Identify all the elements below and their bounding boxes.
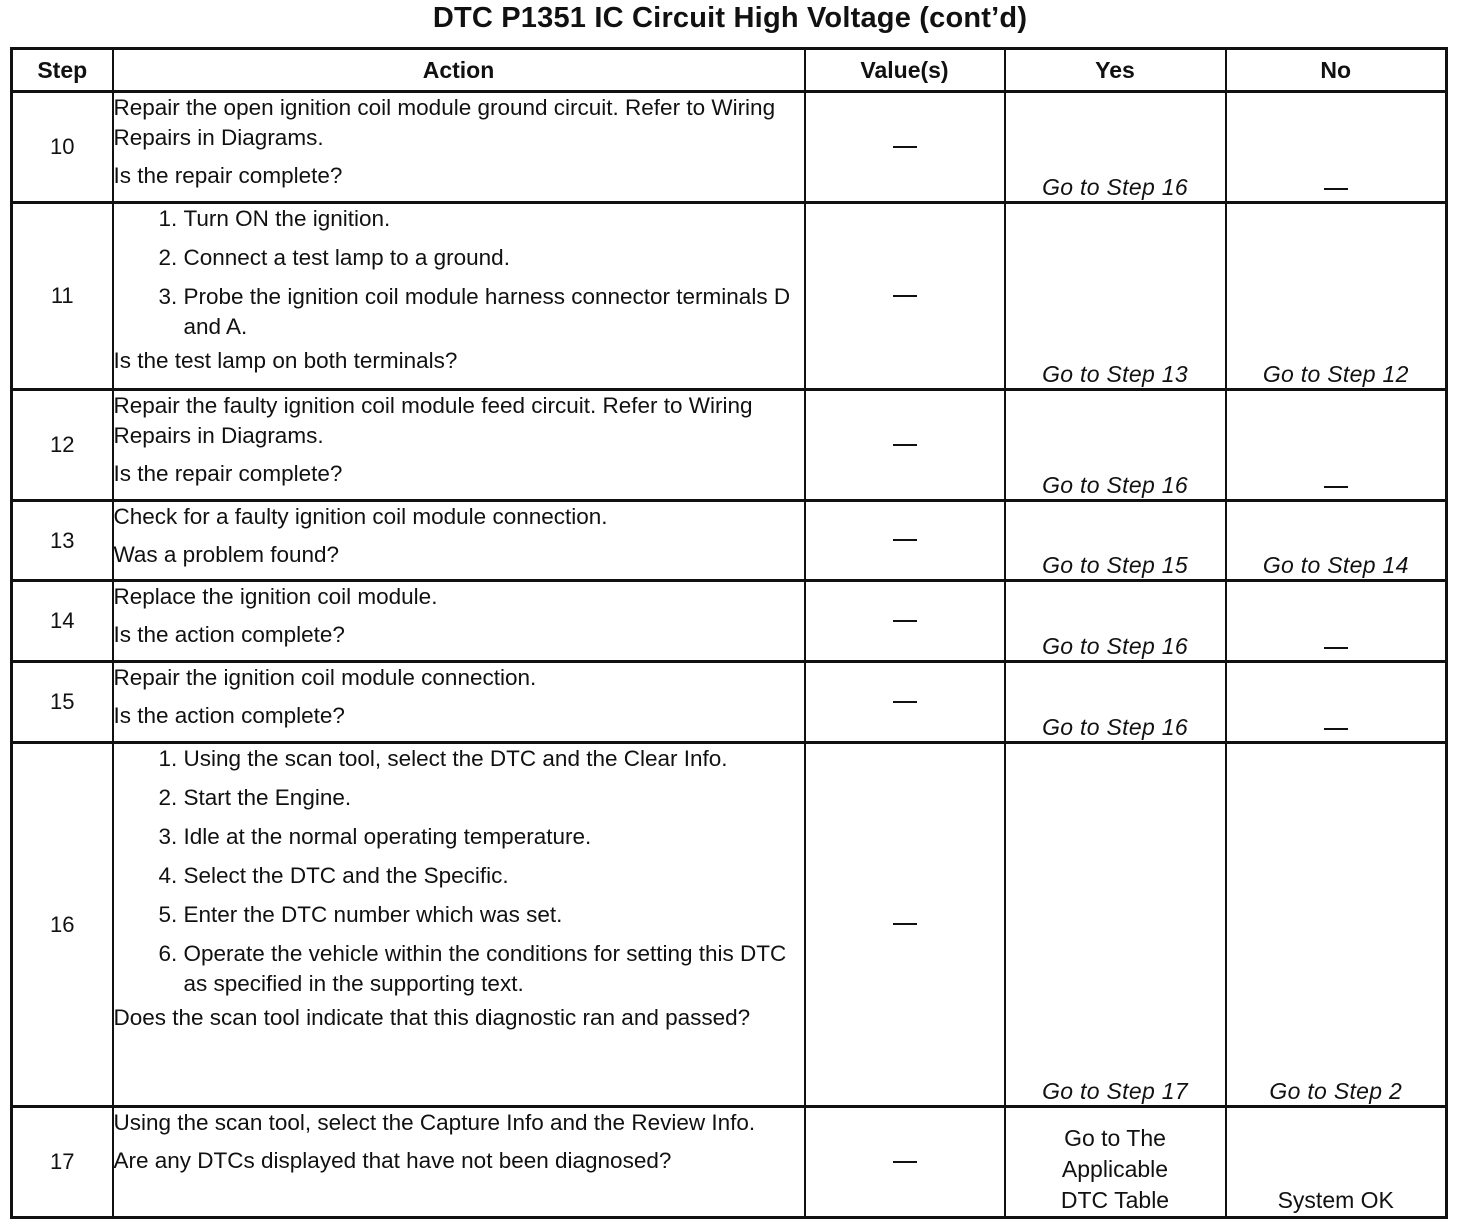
dash-icon <box>893 1161 917 1163</box>
step-number: 13 <box>12 501 113 581</box>
action-step-item: 3. Probe the ignition coil module harness connector terminals D and A. <box>184 282 804 342</box>
value-cell <box>805 203 1005 390</box>
table-row <box>12 1107 1447 1218</box>
col-header-values: Value(s) <box>805 49 1005 92</box>
step-number: 14 <box>12 581 113 662</box>
step-number: 12 <box>12 390 113 501</box>
action-step-item: 2. Start the Engine. <box>184 783 804 813</box>
col-header-yes: Yes <box>1005 49 1226 92</box>
action-text: Replace the ignition coil module. <box>113 584 438 609</box>
action-text: Using the scan tool, select the Capture Info and the Review Info. <box>113 1110 756 1135</box>
page-title: DTC P1351 IC Circuit High Voltage (cont’d) <box>432 2 1028 34</box>
action-question: Was a problem found? <box>113 542 340 567</box>
action-question: Is the action complete? <box>113 622 345 647</box>
action-cell <box>113 390 805 501</box>
dash-icon <box>1324 647 1348 649</box>
action-cell <box>113 581 805 662</box>
no-cell: Go to Step 2 <box>1226 743 1447 1107</box>
value-cell <box>805 92 1005 203</box>
col-header-no: No <box>1226 49 1447 92</box>
action-step-item: 2. Connect a test lamp to a ground. <box>184 243 804 273</box>
action-text: Check for a faulty ignition coil module connection. <box>113 504 608 529</box>
step-number: 11 <box>12 203 113 390</box>
value-cell <box>805 743 1005 1107</box>
yes-cell: Go to Step 17 <box>1005 743 1226 1107</box>
step-number: 17 <box>12 1107 113 1218</box>
yes-cell: Go to Step 13 <box>1005 203 1226 390</box>
value-cell <box>805 501 1005 581</box>
value-cell <box>805 1107 1005 1218</box>
action-steps <box>114 204 804 342</box>
yes-cell: Go to Step 16 <box>1005 662 1226 743</box>
action-step-item: 3. Idle at the normal operating temperature. <box>184 822 804 852</box>
step-number: 10 <box>12 92 113 203</box>
table-row <box>12 92 1447 203</box>
value-cell <box>805 390 1005 501</box>
action-text: Repair the faulty ignition coil module feed circuit. Refer to Wiring Repairs in Diagrams. <box>113 393 753 448</box>
table-row <box>12 581 1447 662</box>
action-cell <box>113 1107 805 1218</box>
dash-icon <box>893 539 917 541</box>
value-cell <box>805 581 1005 662</box>
col-header-step: Step <box>12 49 113 92</box>
action-cell <box>113 501 805 581</box>
no-cell <box>1226 581 1447 662</box>
no-cell <box>1226 662 1447 743</box>
no-cell: System OK <box>1226 1107 1447 1218</box>
action-step-item: 1. Turn ON the ignition. <box>184 204 804 234</box>
dash-icon <box>1324 486 1348 488</box>
value-cell <box>805 662 1005 743</box>
col-header-action: Action <box>113 49 805 92</box>
yes-cell: Go to Step 16 <box>1005 390 1226 501</box>
step-number: 16 <box>12 743 113 1107</box>
diagnostic-table <box>10 47 1448 1219</box>
yes-cell: Go to Step 15 <box>1005 501 1226 581</box>
action-cell <box>113 662 805 743</box>
action-text: Repair the open ignition coil module ground circuit. Refer to Wiring Repairs in Diagrams. <box>113 95 776 150</box>
table-row <box>12 743 1447 1107</box>
action-question: Is the repair complete? <box>113 163 343 188</box>
no-cell <box>1226 92 1447 203</box>
dash-icon <box>1324 188 1348 190</box>
action-cell <box>113 92 805 203</box>
action-question: Does the scan tool indicate that this diagnostic ran and passed? <box>113 1005 751 1030</box>
dash-icon <box>893 701 917 703</box>
action-step-item: 5. Enter the DTC number which was set. <box>184 900 804 930</box>
action-question: Are any DTCs displayed that have not been diagnosed? <box>113 1148 672 1173</box>
action-text: Repair the ignition coil module connection. <box>113 665 537 690</box>
no-cell <box>1226 390 1447 501</box>
action-step-item: 4. Select the DTC and the Specific. <box>184 861 804 891</box>
dash-icon <box>1324 728 1348 730</box>
step-number: 15 <box>12 662 113 743</box>
action-question: Is the repair complete? <box>113 461 343 486</box>
dash-icon <box>893 295 917 297</box>
dash-icon <box>893 923 917 925</box>
dash-icon <box>893 146 917 148</box>
action-question: Is the test lamp on both terminals? <box>113 348 458 373</box>
yes-text: Go to The Applicable DTC Table <box>1060 1125 1170 1213</box>
dash-icon <box>893 444 917 446</box>
table-row <box>12 390 1447 501</box>
no-cell: Go to Step 12 <box>1226 203 1447 390</box>
header-row <box>12 49 1447 92</box>
yes-cell <box>1005 1107 1226 1218</box>
table-row <box>12 662 1447 743</box>
no-cell: Go to Step 14 <box>1226 501 1447 581</box>
action-question: Is the action complete? <box>113 703 345 728</box>
table-row <box>12 203 1447 390</box>
action-cell <box>113 203 805 390</box>
dash-icon <box>893 620 917 622</box>
action-step-item: 6. Operate the vehicle within the conditions for setting this DTC as specified in the supporting text. <box>184 939 804 999</box>
yes-cell: Go to Step 16 <box>1005 581 1226 662</box>
yes-cell: Go to Step 16 <box>1005 92 1226 203</box>
table-row <box>12 501 1447 581</box>
action-step-item: 1. Using the scan tool, select the DTC and the Clear Info. <box>184 744 804 774</box>
action-cell <box>113 743 805 1107</box>
action-steps <box>114 744 804 999</box>
